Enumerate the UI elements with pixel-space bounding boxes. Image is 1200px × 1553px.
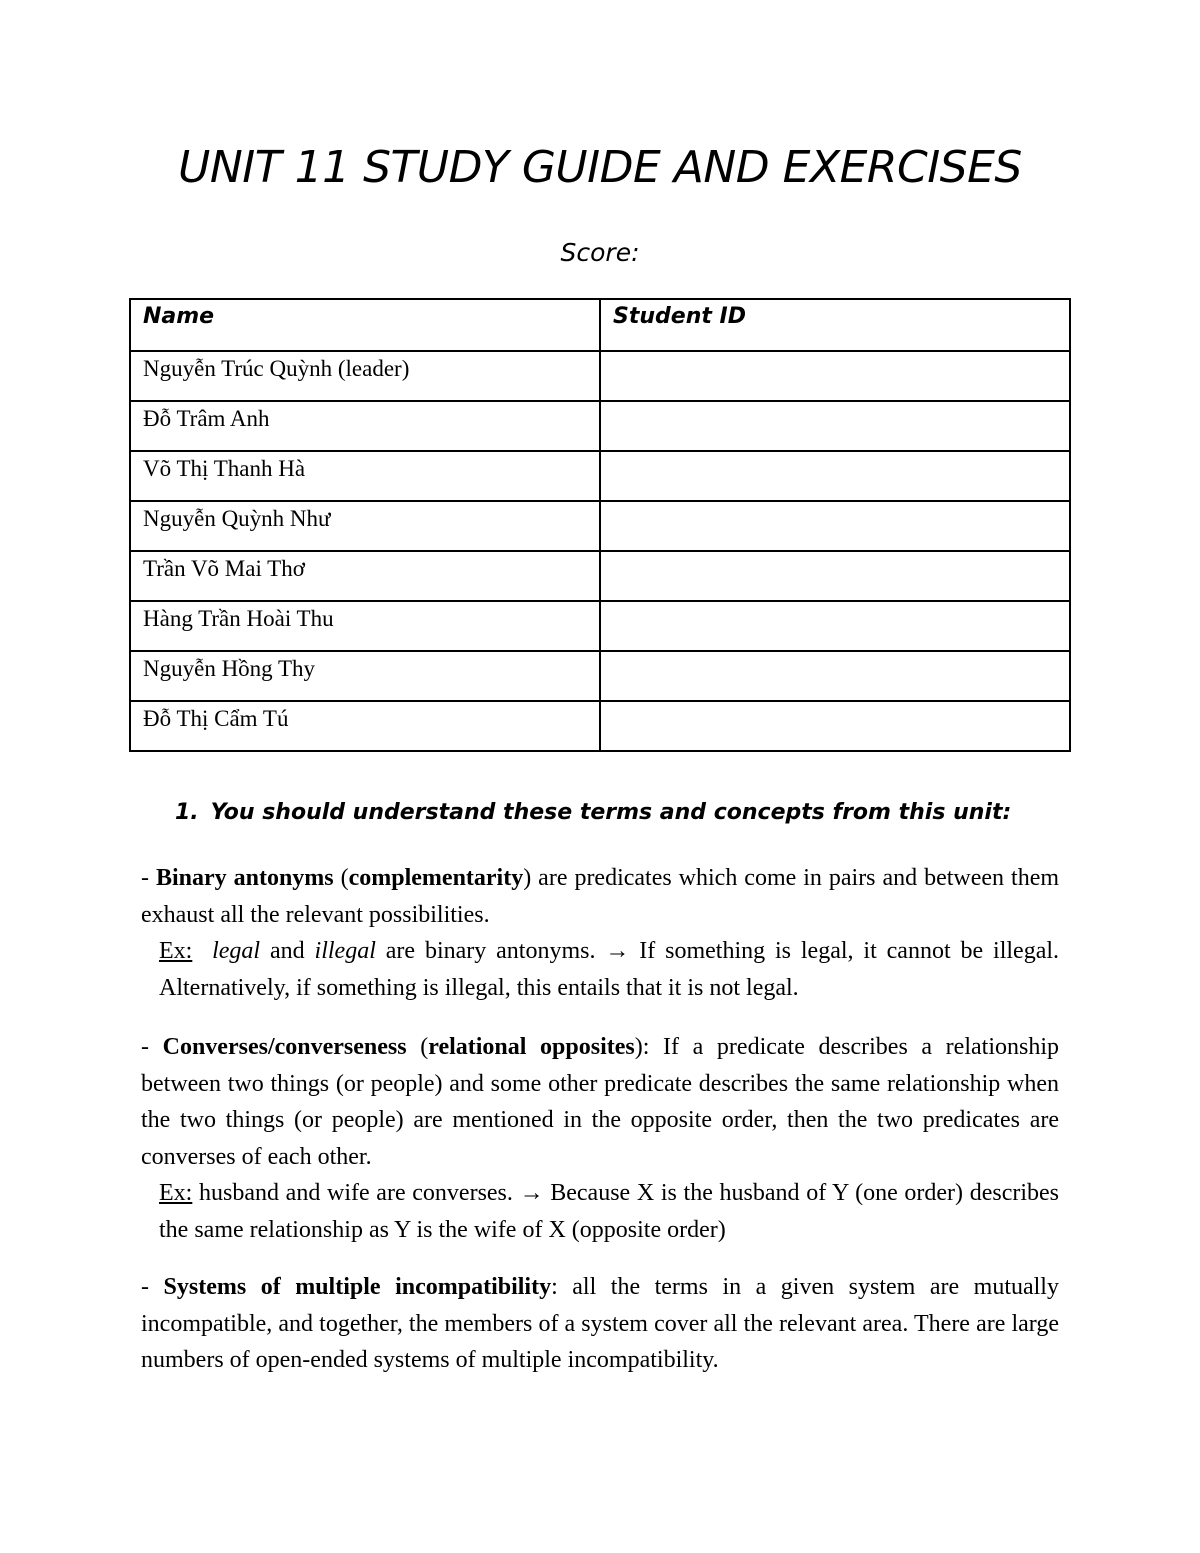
table-header-row [130, 299, 1070, 351]
systems-paragraph [141, 1269, 1059, 1379]
definition-text: - Converses/converseness (relational opposites): If a predicate describes a relationship between two things (or people) and some other predicate describes the same relationship when the two things (or people) are mentioned in the opposite order, then the two predicates are converses of each other. [141, 1034, 1059, 1170]
converses-paragraph [141, 1029, 1059, 1248]
table-row [130, 651, 1070, 701]
example-label: Ex: [159, 938, 193, 964]
member-name: Nguyễn Quỳnh Như [130, 501, 600, 551]
term: relational opposites [428, 1034, 635, 1060]
definition-text: - Systems of multiple incompatibility: all the terms in a given system are mutually incompatible, and together, the members of a system cover all the relevant area. There are large numbers of open-ended systems of multiple incompatibility. [141, 1274, 1059, 1373]
student-id-cell[interactable] [600, 601, 1070, 651]
member-name: Hàng Trần Hoài Thu [130, 601, 600, 651]
member-name: Đỗ Thị Cẩm Tú [130, 701, 600, 751]
table-row [130, 351, 1070, 401]
member-name: Nguyễn Hồng Thy [130, 651, 600, 701]
score-label: Score: [560, 238, 640, 267]
example-text: Ex: legal and illegal are binary antonyms. → If something is legal, it cannot be illegal. Alternatively, if something is illegal, this entails that it is not legal. [159, 938, 1060, 1001]
term: complementarity [348, 865, 524, 891]
table-row [130, 401, 1070, 451]
page-title: UNIT 11 STUDY GUIDE AND EXERCISES [178, 142, 1022, 193]
section-1-heading [175, 800, 1011, 825]
members-table [129, 298, 1071, 752]
table-row [130, 701, 1070, 751]
term: Binary antonyms [155, 865, 334, 891]
example-label: Ex: [159, 1180, 193, 1206]
definition-text: - Binary antonyms (complementarity) are predicates which come in pairs and between them exhaust all the relevant possibilities. [141, 865, 1060, 928]
table-row [130, 501, 1070, 551]
example-text: Ex: husband and wife are converses. → Because X is the husband of Y (one order) describes the same relationship as Y is the wife of X (opposite order) [159, 1180, 1059, 1243]
table-row [130, 601, 1070, 651]
student-id-cell[interactable] [600, 701, 1070, 751]
term: Systems of multiple incompatibility [163, 1274, 552, 1300]
member-name: Đỗ Trâm Anh [130, 401, 600, 451]
student-id-cell[interactable] [600, 501, 1070, 551]
header-name: Name [130, 299, 600, 351]
binary-antonyms-paragraph [141, 860, 1059, 1006]
student-id-cell[interactable] [600, 401, 1070, 451]
student-id-cell[interactable] [600, 551, 1070, 601]
table-row [130, 451, 1070, 501]
member-name: Trần Võ Mai Thơ [130, 551, 600, 601]
student-id-cell[interactable] [600, 451, 1070, 501]
student-id-cell[interactable] [600, 351, 1070, 401]
table-row [130, 551, 1070, 601]
term: Converses/converseness [162, 1034, 407, 1060]
section-heading-text: You should understand these terms and concepts from this unit: [210, 800, 1012, 825]
member-name: Võ Thị Thanh Hà [130, 451, 600, 501]
student-id-cell[interactable] [600, 651, 1070, 701]
section-number: 1. [175, 800, 199, 825]
member-name: Nguyễn Trúc Quỳnh (leader) [130, 351, 600, 401]
header-student-id: Student ID [600, 299, 1070, 351]
